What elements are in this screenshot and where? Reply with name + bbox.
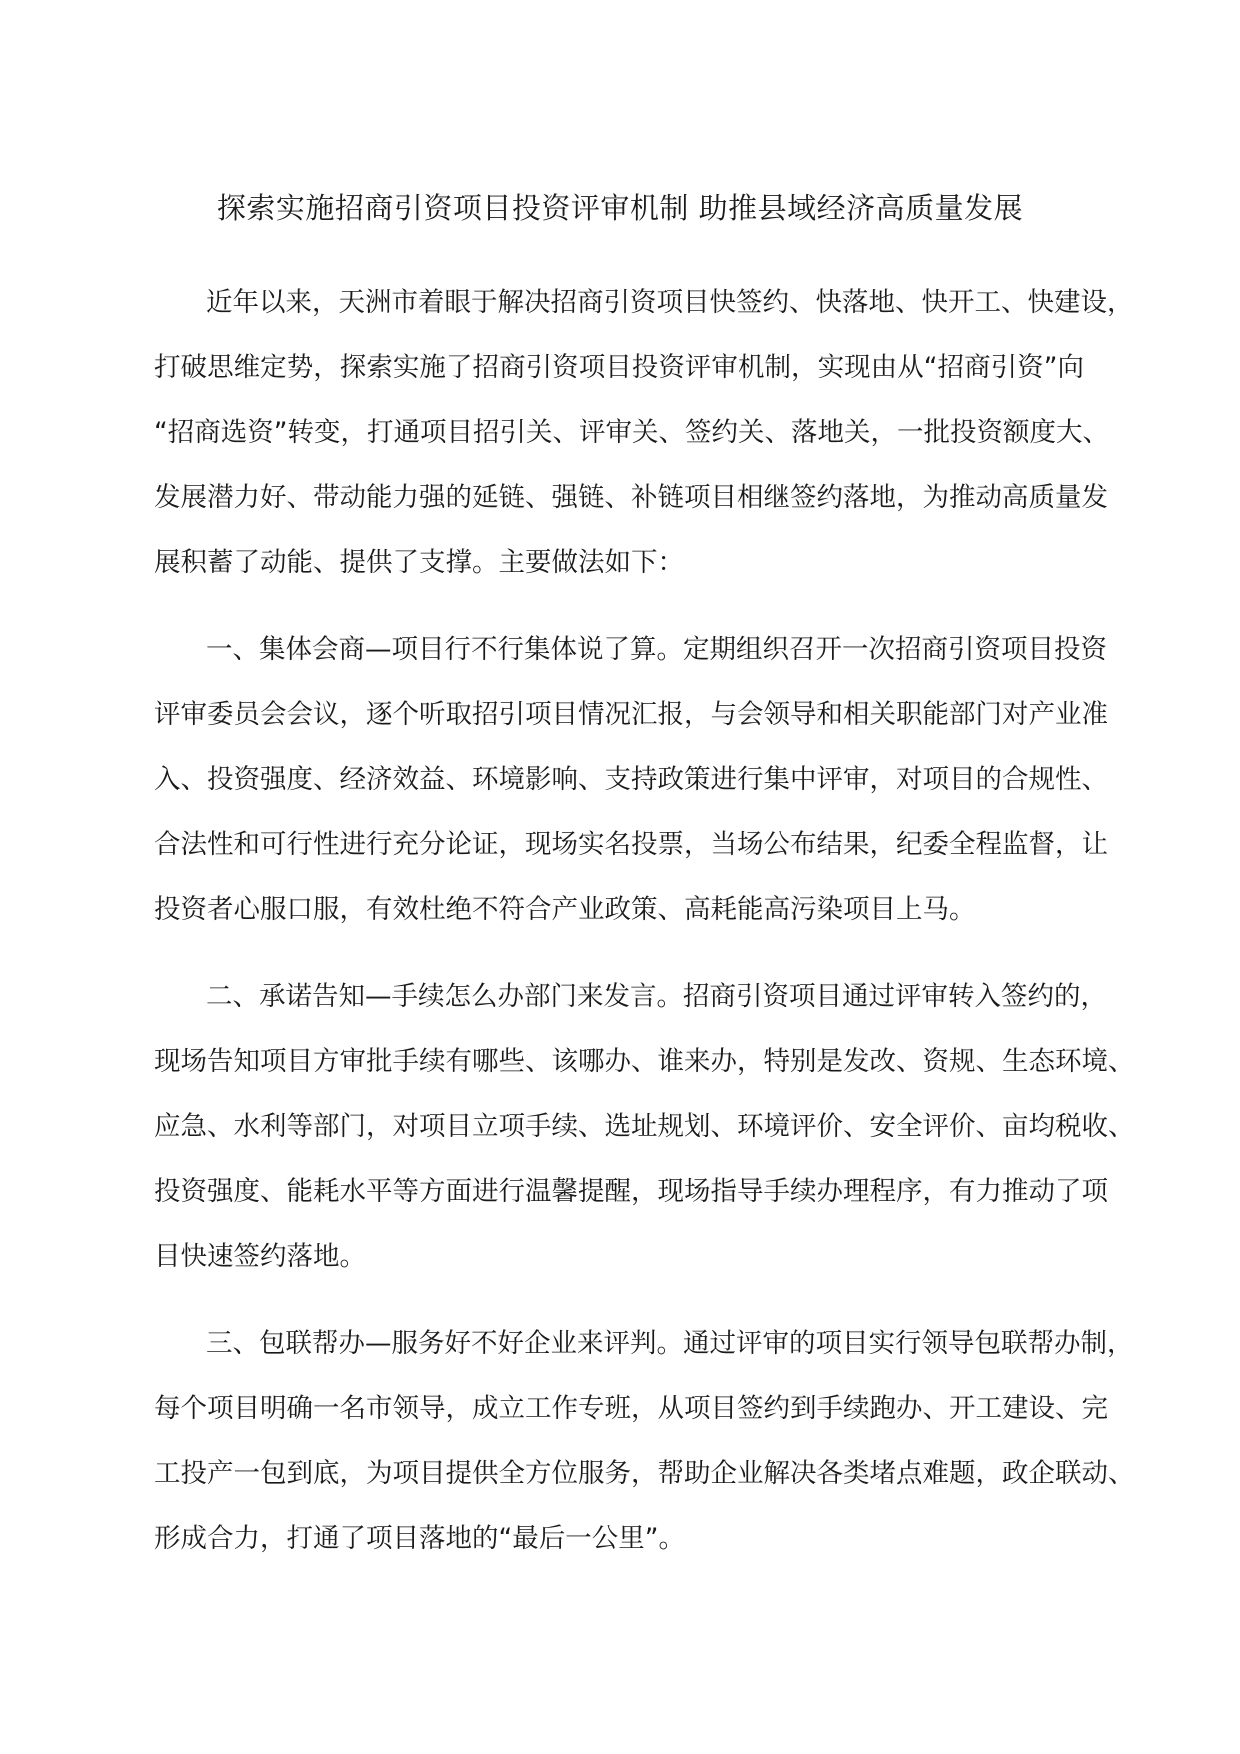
paragraph-section-3 (154, 1311, 1135, 1571)
paragraph-section-2 (154, 964, 1135, 1289)
paragraph-line: 二、承诺告知—手续怎么办部门来发言。招商引资项目通过评审转入签约的， (206, 981, 1107, 1012)
paragraph-section-1 (154, 617, 1108, 942)
paragraph-line: 入、投资强度、经济效益、环境影响、支持政策进行集中评审，对项目的合规性、 (154, 764, 1108, 795)
paragraph-line: 应急、水利等部门，对项目立项手续、选址规划、环境评价、安全评价、亩均税收、 (154, 1111, 1135, 1142)
paragraph-line: 一、集体会商—项目行不行集体说了算。定期组织召开一次招商引资项目投资 (206, 634, 1107, 665)
paragraph-line: 展积蓄了动能、提供了支撑。主要做法如下： (154, 547, 684, 578)
paragraph-line: 现场告知项目方审批手续有哪些、该哪办、谁来办，特别是发改、资规、生态环境、 (154, 1046, 1135, 1077)
paragraph-line: 每个项目明确一名市领导，成立工作专班，从项目签约到手续跑办、开工建设、完 (154, 1393, 1108, 1424)
paragraph-line: 投资者心服口服，有效杜绝不符合产业政策、高耗能高污染项目上马。 (154, 894, 976, 925)
paragraph-line: 目快速签约落地。 (154, 1241, 366, 1272)
paragraph-intro (154, 270, 1134, 595)
document-body (154, 270, 1135, 1593)
paragraph-line: 合法性和可行性进行充分论证，现场实名投票，当场公布结果，纪委全程监督，让 (154, 829, 1108, 860)
paragraph-line: 三、包联帮办—服务好不好企业来评判。通过评审的项目实行领导包联帮办制， (206, 1328, 1134, 1359)
document-title: 探索实施招商引资项目投资评审机制 助推县域经济高质量发展 (216, 191, 1024, 225)
paragraph-line: “招商选资”转变，打通项目招引关、评审关、签约关、落地关，一批投资额度大、 (154, 417, 1109, 448)
paragraph-line: 工投产一包到底，为项目提供全方位服务，帮助企业解决各类堵点难题，政企联动、 (154, 1458, 1135, 1489)
paragraph-line: 近年以来，天洲市着眼于解决招商引资项目快签约、快落地、快开工、快建设， (206, 287, 1134, 318)
paragraph-line: 发展潜力好、带动能力强的延链、强链、补链项目相继签约落地，为推动高质量发 (154, 482, 1108, 513)
paragraph-line: 投资强度、能耗水平等方面进行温馨提醒，现场指导手续办理程序，有力推动了项 (154, 1176, 1108, 1207)
paragraph-line: 打破思维定势，探索实施了招商引资项目投资评审机制，实现由从“招商引资”向 (154, 352, 1084, 383)
paragraph-line: 评审委员会会议，逐个听取招引项目情况汇报，与会领导和相关职能部门对产业准 (154, 699, 1108, 730)
paragraph-line: 形成合力，打通了项目落地的“最后一公里”。 (154, 1523, 685, 1554)
